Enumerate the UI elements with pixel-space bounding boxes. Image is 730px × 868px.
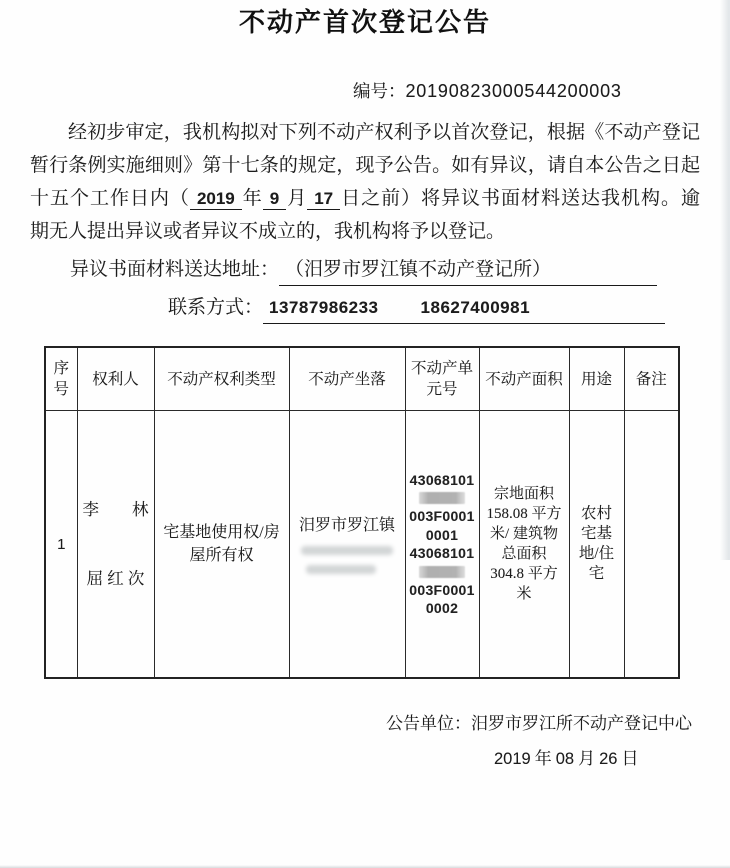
footer-unit-label: 公告单位： (386, 714, 471, 733)
doc-number-label: 编号： (353, 81, 406, 101)
address-label: 异议书面材料送达地址： (70, 259, 280, 280)
address-underline (279, 257, 657, 286)
footer-date-line (494, 748, 730, 770)
contact-line (0, 295, 730, 324)
remark-cell (624, 411, 679, 679)
phone-number-2: 18627400981 (420, 298, 531, 317)
area-text: 宗地面积 158.08 平方米/ 建筑物总面积 304.8 平方米 (486, 486, 562, 602)
address-value: （汨罗市罗江镇不动产登记所） (285, 259, 552, 280)
area-cell (479, 411, 569, 679)
location-cell (289, 411, 405, 679)
phone-number-1: 13787986233 (269, 298, 379, 317)
month-unit-label: 月 (286, 188, 308, 209)
header-right-type: 不动产权利类型 (154, 347, 289, 411)
footer-date-day: 26 (599, 750, 618, 768)
blurred-text-artifact (301, 546, 393, 555)
month-blank: 9 (263, 189, 286, 210)
unit-number-line: 0001 (425, 526, 459, 543)
body-line-2: 暂行条例实施细则》第十七条的规定，现予公告。如有异议，请自本公告之日起 (30, 155, 700, 176)
table-row (45, 411, 679, 679)
footer-date-month: 08 (555, 750, 575, 768)
footer-unit-name: 汨罗市罗江所不动产登记中心 (471, 714, 692, 733)
header-location: 不动产坐落 (289, 347, 405, 411)
unit-number-line: 43068101 (409, 545, 475, 561)
seq-cell: 1 (45, 411, 77, 679)
header-unit-number: 不动产单元号 (405, 347, 479, 411)
unit-number-line: 003F0001 (409, 508, 475, 524)
footer-unit-line (386, 713, 730, 735)
body-paragraph (0, 116, 730, 248)
page-title: 不动产首次登记公告 (238, 8, 491, 37)
announcement-table (44, 346, 680, 679)
header-seq: 序号 (45, 347, 77, 411)
header-area: 不动产面积 (479, 347, 569, 411)
header-usage: 用途 (569, 347, 624, 411)
table-header-row (45, 347, 679, 411)
location-text: 汨罗市罗江镇 (298, 516, 395, 534)
right-type-cell: 宅基地使用权/房屋所有权 (154, 411, 289, 679)
day-blank: 17 (307, 189, 340, 210)
footer-month-label: 月 (578, 749, 596, 768)
body-line-1: 经初步审定，我机构拟对下列不动产权利予以首次登记，根据《不动产登记 (68, 122, 700, 143)
body-line-4: 期无人提出异议或者异议不成立的，我机构将予以登记。 (30, 221, 506, 242)
year-unit-label: 年 (241, 188, 263, 209)
unit-number-cell (405, 411, 479, 679)
contact-underline (263, 295, 665, 324)
footer-day-label: 日 (621, 749, 639, 768)
usage-cell (569, 411, 624, 679)
doc-number-value: 20190823000544200003 (405, 81, 622, 101)
year-blank: 2019 (190, 189, 242, 210)
header-holder: 权利人 (77, 347, 154, 411)
body-line-3-post: 日之前）将异议书面材料送达我机构。逾 (340, 188, 700, 209)
holder-name-line-2: 屈 红 次 (86, 569, 145, 588)
footer-date-year: 2019 (494, 750, 531, 768)
doc-number-line (353, 81, 730, 101)
address-line (0, 257, 730, 286)
redaction-block (419, 492, 465, 504)
holder-cell (77, 411, 154, 679)
contact-label: 联系方式： (168, 297, 264, 318)
redaction-block (419, 566, 465, 578)
usage-text: 农村宅基地/住宅 (578, 505, 615, 582)
unit-number-line: 003F0001 (409, 581, 475, 598)
blurred-text-artifact (306, 565, 376, 574)
header-remark: 备注 (624, 347, 679, 411)
footer-year-label: 年 (534, 749, 552, 768)
holder-name-line-1: 李 林 (82, 500, 149, 519)
body-line-3 (30, 182, 700, 215)
body-line-3-pre: 十五个工作日内（ (30, 188, 190, 209)
unit-number-line: 43068101 (409, 471, 475, 488)
unit-number-line: 0002 (425, 600, 459, 616)
